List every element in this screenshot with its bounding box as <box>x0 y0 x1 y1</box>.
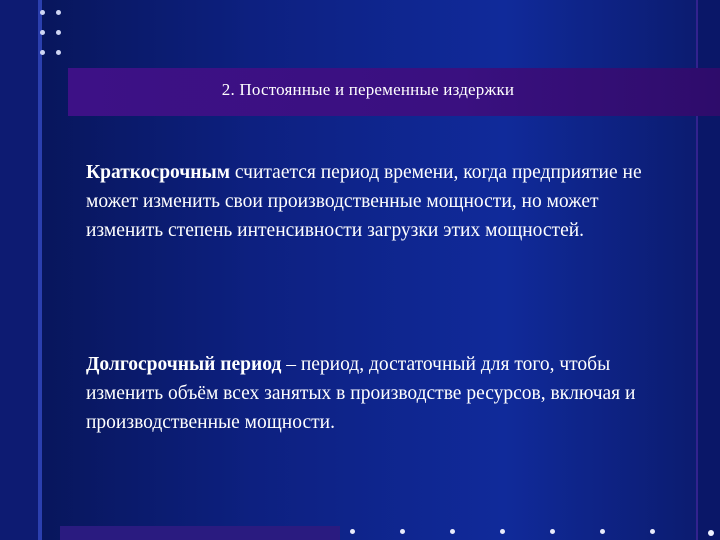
paragraph-short-run <box>86 158 646 245</box>
dot-icon <box>56 10 61 15</box>
dot-icon <box>550 529 555 534</box>
paragraph-long-run-rest: – период, достаточный для того, чтобы изменить объём всех занятых в производстве ресурсов, включая и производственные мощности. <box>86 354 636 433</box>
dot-icon <box>650 529 655 534</box>
dot-icon <box>350 529 355 534</box>
dot-icon <box>450 529 455 534</box>
bottom-accent-strip <box>60 526 340 540</box>
dot-icon <box>56 50 61 55</box>
dot-icon <box>500 529 505 534</box>
paragraph-long-run-lead: Долгосрочный период <box>86 354 282 375</box>
decorative-dots-bottom <box>350 527 700 537</box>
decorative-dots-top-left <box>38 8 64 68</box>
dot-icon <box>56 30 61 35</box>
dot-icon <box>40 50 45 55</box>
dot-icon <box>40 30 45 35</box>
dot-icon <box>400 529 405 534</box>
dot-icon <box>600 529 605 534</box>
corner-dot-icon <box>708 530 714 536</box>
paragraph-long-run <box>86 350 656 437</box>
dot-icon <box>40 10 45 15</box>
left-accent-line <box>38 0 42 540</box>
paragraph-short-run-lead: Краткосрочным <box>86 162 231 183</box>
paragraph-short-run-rest: считается период времени, когда предприятие не может изменить свои производственные мощности, но может изменить степень интенсивности загрузки этих мощностей. <box>86 162 642 241</box>
slide-title: 2. Постоянные и переменные издержки <box>221 80 515 99</box>
left-accent-bar <box>0 0 42 540</box>
